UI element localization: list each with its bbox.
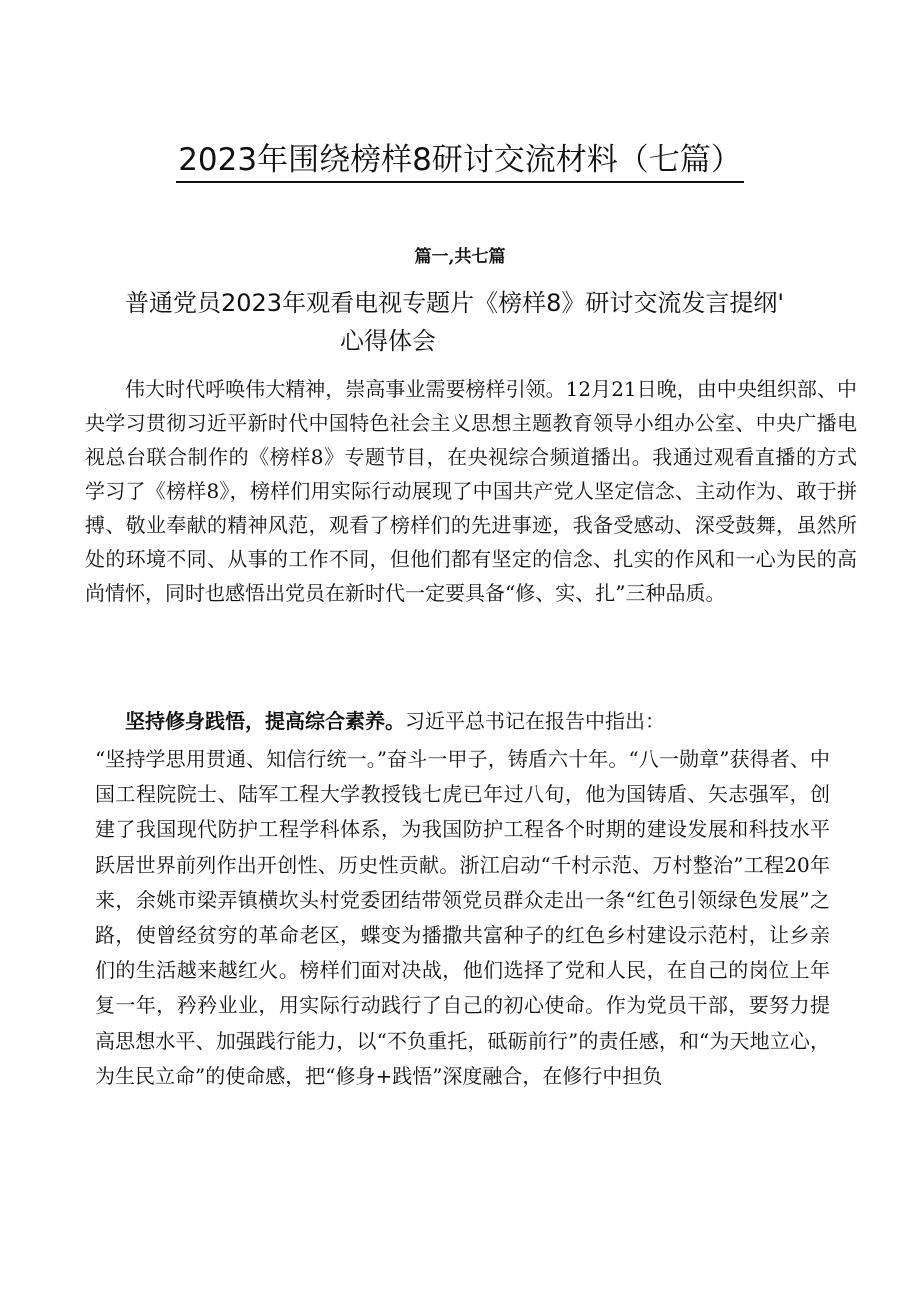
document-title <box>0 135 920 185</box>
section-title-line1: 普通党员2023年观看电视专题片《榜样8》研讨交流发言提纲' <box>125 289 784 317</box>
paragraph-2-lead: 坚持修身践悟，提高综合素养。 <box>125 709 405 733</box>
document-title-text: 2023年围绕榜样8研讨交流材料（七篇） <box>176 139 744 183</box>
section-title-line2: 心得体会 <box>340 327 436 355</box>
section-title <box>125 284 885 360</box>
body-paragraph-3: “坚持学思用贯通、知信行统一。”奋斗一甲子，铸盾六十年。“八一勋章”获得者、中国工程院院士、陆军工程大学教授钱七虎已年过八旬，他为国铸盾、矢志强军，创建了我国现代防护工程学科体系，为我国防护工程各个时期的建设发展和科技水平跃居世界前列作出开创性、历史性贡献。浙江启动“千村示范、万村整治”工程20年来，余姚市梁弄镇横坎头村党委团结带领党员群众走出一条“红色引领绿色发展”之路，使曾经贫穷的革命老区，蝶变为播撒共富种子的红色乡村建设示范村，让乡亲们的生活越来越红火。榜样们面对决战，他们选择了党和人民，在自己的岗位上年复一年，矜矜业业，用实际行动践行了自己的初心使命。作为党员干部，要努力提高思想水平、加强践行能力，以“不负重托，砥砺前行”的责任感，和“为天地立心，为生民立命”的使命感，把“修身+践悟”深度融合，在修行中担负 <box>95 747 830 1088</box>
body-paragraph-2 <box>85 704 845 738</box>
body-paragraph-1: 伟大时代呼唤伟大精神，崇高事业需要榜样引领。12月21日晚，由中央组织部、中央学习贯彻习近平新时代中国特色社会主义思想主题教育领导小组办公室、中央广播电视总台联合制作的《榜样8》专题节目，在央视综合频道播出。我通过观看直播的方式学习了《榜样8》，榜样们用实际行动展现了中国共产党人坚定信念、主动作为、敢于拼搏、敬业奉献的精神风范，观看了榜样们的先进事迹，我备受感动、深受鼓舞，虽然所处的环境不同、从事的工作不同，但他们都有坚定的信念、扎实的作风和一心为民的高尚情怀，同时也感悟出党员在新时代一定要具备“修、实、扎”三种品质。 <box>85 377 857 605</box>
part-label: 篇一,共七篇 <box>414 247 506 267</box>
paragraph-2-rest: 习近平总书记在报告中指出： <box>405 709 665 733</box>
